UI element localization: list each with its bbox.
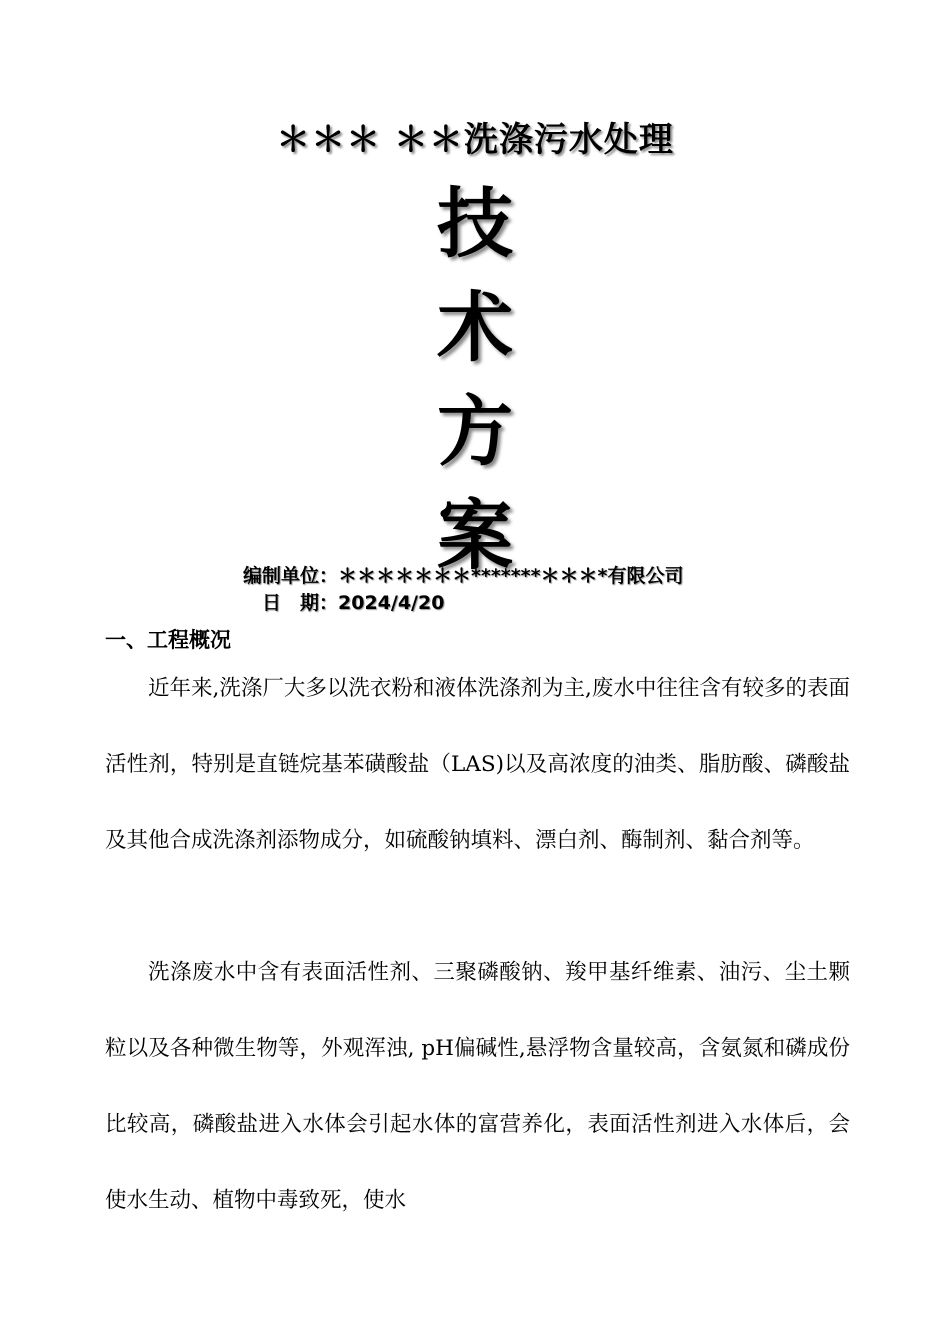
big-char-4: 案	[437, 491, 513, 580]
document-date: 日 期：2024/4/20	[262, 592, 445, 614]
paragraph-2: 洗涤废水中含有表面活性剂、三聚磷酸钠、羧甲基纤维素、油污、尘土颗粒以及各种微生物等，外观浑浊, pH偏碱性,悬浮物含量较高，含氨氮和磷成份比较高，磷酸盐进入水体会引起水体的富营养化，表面活性剂进入水体后，会使水生动、植物中毒致死，使水	[105, 960, 850, 1213]
big-char-2: 术	[437, 283, 513, 372]
title-big-characters	[0, 172, 950, 588]
big-char-3: 方	[437, 387, 513, 476]
compiler-unit: 编制单位：＊＊＊＊＊＊＊*******＊＊＊*有限公司	[243, 565, 684, 587]
section-heading: 一、工程概况	[105, 628, 231, 652]
big-char-1: 技	[437, 179, 513, 268]
paragraph-1-container	[105, 651, 850, 879]
paragraph-2-container	[105, 935, 850, 1239]
document-title: ＊＊＊ ＊＊洗涤污水处理	[276, 120, 674, 160]
paragraph-1: 近年来,洗涤厂大多以洗衣粉和液体洗涤剂为主,废水中往往含有较多的表面活性剂，特别是直链烷基苯磺酸盐（LAS)以及高浓度的油类、脂肪酸、磷酸盐及其他合成洗涤剂添物成分，如硫酸钠填料、漂白剂、酶制剂、黏合剂等。	[105, 676, 850, 853]
